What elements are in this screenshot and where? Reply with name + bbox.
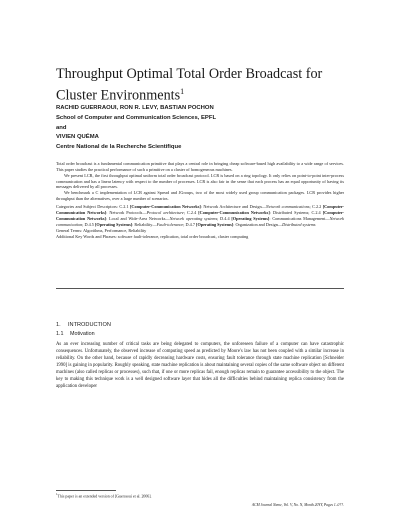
subsection-number: 1.1 (56, 331, 64, 337)
author-separator: and (56, 124, 67, 131)
section-body (56, 342, 344, 391)
title-text: Throughput Optimal Total Order Broadcast for Cluster Environments (56, 66, 323, 104)
categories-descriptors: Categories and Subject Descriptors: C.2.1 [Computer-Communication Networks]: Network Architecture and Design—Network communications; C.2.2 [Computer-Communication Networks]: Network Protocols—Protocol architecture; C.2.4 [Computer-Communication Networks]: Distributed Systems; C.2.4 [Computer-Communication Networks]: Local and Wide-Area Networks—Network operating systems; D.4.4 [Operating Systems]: Communications Management—Network communication; D.4.5 [Operating Systems]: Reliability—Fault-tolerance; D.4.7 [Operating Systems]: Organization and Design—Distributed systems (56, 204, 345, 227)
footnote-divider (56, 490, 116, 491)
affiliation-cnrs: Centre National de la Recherche Scientifique (56, 144, 182, 151)
affiliation-epfl: School of Computer and Communication Sciences, EPFL (56, 114, 217, 121)
subsection-title: Motivation (70, 331, 95, 337)
abstract-divider (56, 288, 344, 289)
keywords: Additional Key Words and Phrases: software fault-tolerance, replication, total order broadcast, cluster computing (56, 233, 249, 239)
author-names: RACHID GUERRAOUI, RON R. LEVY, BASTIAN POCHON (56, 105, 214, 111)
abstract (56, 161, 344, 239)
section-title: INTRODUCTION (68, 322, 111, 328)
footnote-mark: 1 (56, 492, 58, 496)
abstract-paragraph: We benchmark a C implementation of LCR against Spread and JGroups, two of the most widely used group communication packages. LCR provides higher throughput than the alternatives, over a large number of scenarios. (56, 190, 344, 202)
footnote (56, 492, 152, 499)
subsection-heading (56, 331, 95, 338)
author-name-2: VIVIEN QUÉMA (56, 134, 99, 141)
section-heading (56, 322, 111, 329)
running-footer: ACM Journal Name, Vol. V, No. N, Month 20YY, Pages 1–0??. (251, 503, 344, 507)
body-paragraph: As an ever increasing number of critical tasks are being delegated to computers, the unforeseen failure of a computer can have catastrophic consequences. Unfortunately, the observed increase of computing speed as predicted by Moore's law has not been coupled with a similar increase in reliability. On the other hand, because of rapidly decreasing hardware costs, ensuring fault tolerance through state machine replication [Schneider 1990] is gaining in popularity. Roughly speaking, state machine replication is about maintaining several copies of the same software object on different machines (also called replicas or processes), such that, if one or more replicas fail, enough replicas remain to guarantee accessibility to the object. The key to making this technique work is a well designed software layer that hides all the difficulties behind maintaining replica consistency from the application developer (56, 342, 344, 389)
footnote-text: This paper is an extended version of [Guerraoui et al. 2006]. (57, 494, 152, 499)
paper-title (56, 66, 356, 105)
author-block (56, 104, 356, 153)
general-terms: General Terms: Algorithms, Performance, Reliability (56, 227, 147, 233)
abstract-paragraph: Total order broadcast is a fundamental communication primitive that plays a central role in bringing cheap software-based high availability to a wide range of services. This paper studies the practical performance of such a primitive on a cluster of homogeneous machines. (56, 161, 344, 172)
title-footnote-mark: 1 (180, 87, 185, 96)
abstract-paragraph: We present LCR, the first throughput optimal uniform total order broadcast protocol. LCR is based on a ring topology. It only relies on point-to-point inter-process communication and has a linear latency with respect to the number of processes. LCR is also fair in the sense that each process has an equal opportunity of having its messages delivered by all processes. (56, 172, 344, 190)
section-number: 1. (56, 322, 61, 328)
